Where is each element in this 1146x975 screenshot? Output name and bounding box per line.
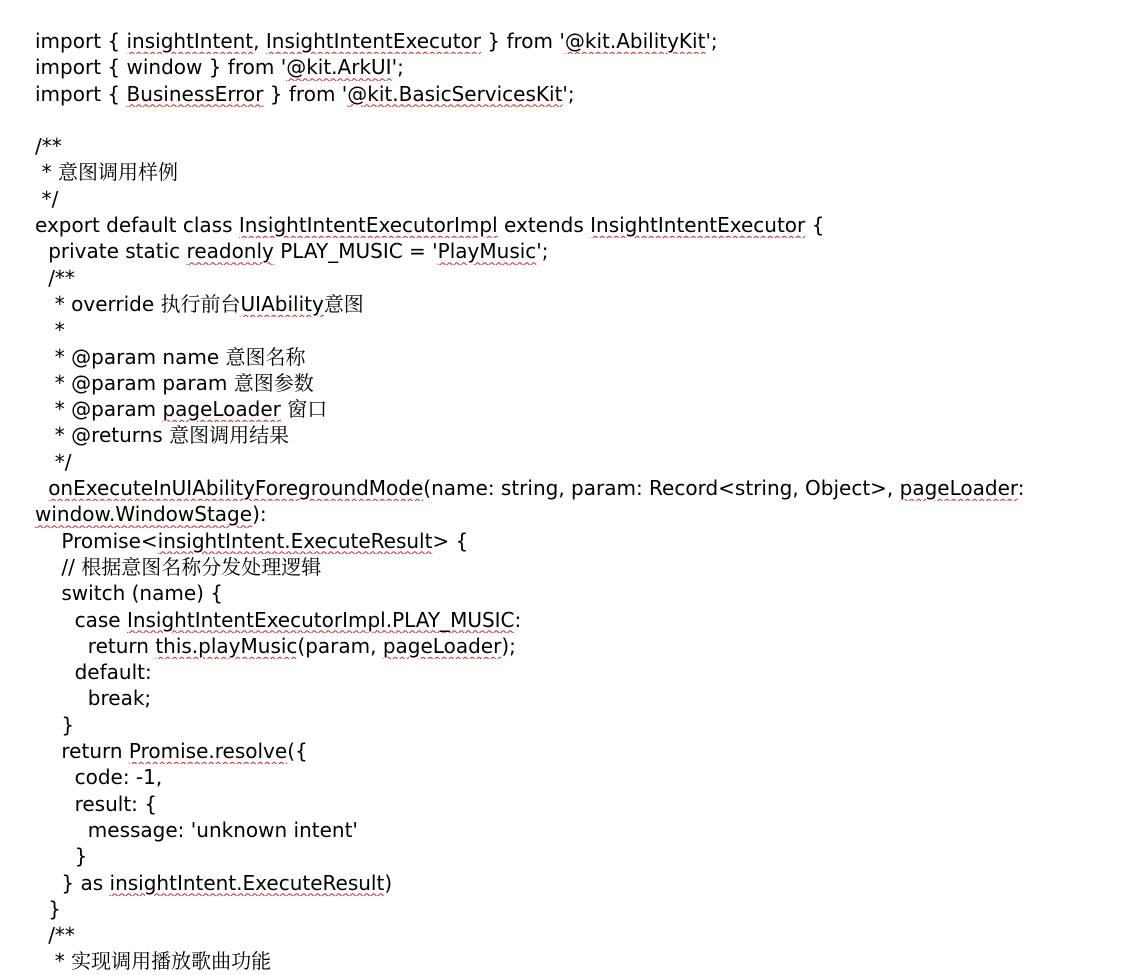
spellcheck-flagged-token: InsightIntentExecutorImpl.PLAY_MUSIC	[126, 607, 515, 632]
spellcheck-flagged-token: InsightIntentExecutor	[590, 213, 806, 238]
code-token: /**	[48, 923, 75, 948]
code-line	[0, 633, 1146, 659]
code-token: )	[384, 870, 393, 895]
code-token: } as	[61, 870, 110, 895]
code-line	[0, 133, 1146, 159]
code-line	[0, 28, 1146, 54]
code-token: 窗口	[280, 397, 328, 422]
code-token: PLAY_MUSIC = '	[273, 239, 438, 264]
code-token: case	[74, 607, 127, 632]
code-line	[0, 344, 1146, 370]
spellcheck-flagged-token: onExecuteInUIAbilityForegroundMode	[48, 476, 424, 501]
code-line	[0, 501, 1146, 527]
code-line	[0, 685, 1146, 711]
code-token: return	[61, 739, 129, 764]
spellcheck-flagged-token: BusinessError	[126, 81, 264, 106]
spellcheck-flagged-token: InsightIntentExecutor	[265, 29, 482, 53]
spellcheck-flagged-token: Promise.resolve	[128, 739, 288, 764]
code-token: * @param name 意图名称	[54, 344, 306, 369]
code-token: 意图	[323, 291, 364, 316]
code-line	[0, 159, 1146, 185]
code-line	[0, 422, 1146, 448]
code-token: * 实现调用播放歌曲功能	[54, 949, 272, 974]
spellcheck-flagged-token: @kit.AbilityKit	[564, 29, 706, 53]
code-line	[0, 554, 1146, 580]
code-token: > {	[432, 528, 469, 553]
code-token: } from '	[481, 29, 565, 53]
code-line	[0, 81, 1146, 107]
code-line	[0, 712, 1146, 738]
code-token: * @param	[54, 397, 163, 422]
code-line	[0, 580, 1146, 606]
code-token: * @param param 意图参数	[54, 370, 314, 395]
code-document	[0, 28, 1146, 975]
code-token: }	[74, 844, 88, 869]
code-token: :	[1017, 476, 1025, 501]
code-token: (param,	[297, 633, 383, 658]
code-token: :	[514, 607, 522, 632]
code-token: break;	[87, 686, 152, 711]
code-token: ';	[391, 55, 404, 80]
code-token: (name: string, param: Record<string, Object>,	[423, 476, 900, 501]
code-line	[0, 764, 1146, 790]
code-line	[0, 528, 1146, 554]
code-token: return	[87, 633, 156, 658]
spellcheck-flagged-token: pageLoader	[382, 633, 502, 658]
code-token: code: -1,	[74, 765, 163, 790]
code-line	[0, 896, 1146, 922]
code-token: /**	[35, 134, 62, 159]
code-token: private static	[48, 239, 187, 264]
spellcheck-flagged-token: insightIntent.ExecuteResult	[109, 870, 385, 895]
code-token: {	[805, 213, 825, 238]
spellcheck-flagged-token: PlayMusic	[437, 239, 537, 264]
code-token: * override 执行前台	[54, 291, 241, 316]
code-token: /**	[48, 265, 75, 290]
code-line	[0, 186, 1146, 212]
code-line	[0, 738, 1146, 764]
code-token: * 意图调用样例	[41, 160, 178, 185]
code-line	[0, 922, 1146, 948]
code-token: result: {	[74, 791, 157, 816]
code-line	[0, 948, 1146, 974]
code-token: Promise<	[61, 528, 158, 553]
spellcheck-flagged-token: pageLoader	[899, 476, 1018, 501]
code-line	[0, 607, 1146, 633]
code-token: }	[48, 896, 61, 921]
code-token: ({	[287, 739, 308, 764]
spellcheck-flagged-token: InsightIntentExecutorImpl	[238, 213, 498, 238]
code-token: extends	[497, 213, 591, 238]
code-line	[0, 843, 1146, 869]
spellcheck-flagged-token: this.playMusic	[155, 633, 298, 658]
code-token: export default class	[35, 213, 239, 238]
code-token: ):	[252, 502, 267, 527]
code-token: * @returns 意图调用结果	[54, 423, 290, 448]
spellcheck-flagged-token: insightIntent	[126, 29, 254, 53]
code-token: */	[54, 449, 72, 474]
code-line	[0, 370, 1146, 396]
code-line	[0, 870, 1146, 896]
spellcheck-flagged-token: readonly	[186, 239, 274, 264]
code-line	[0, 791, 1146, 817]
code-token: switch (name) {	[61, 581, 224, 606]
code-token: import {	[35, 29, 127, 53]
code-token: ,	[253, 29, 266, 53]
code-token: );	[501, 633, 516, 658]
code-line	[0, 396, 1146, 422]
code-token: ';	[536, 239, 549, 264]
code-token: ';	[705, 29, 718, 53]
spellcheck-flagged-token: pageLoader	[162, 397, 281, 422]
code-line	[0, 291, 1146, 317]
code-token: *	[54, 318, 65, 343]
code-token: */	[41, 186, 59, 211]
spellcheck-flagged-token: @kit.BasicServicesKit	[347, 81, 563, 106]
code-token: message: 'unknown intent'	[87, 817, 358, 842]
code-line	[0, 317, 1146, 343]
spellcheck-flagged-token: window.WindowStage	[35, 502, 253, 527]
code-token: import { window } from '	[35, 55, 287, 80]
code-token: import {	[35, 81, 127, 106]
spellcheck-flagged-token: insightIntent.ExecuteResult	[157, 528, 433, 553]
code-line	[0, 265, 1146, 291]
code-line	[0, 238, 1146, 264]
code-token: } from '	[263, 81, 348, 106]
code-line	[0, 449, 1146, 475]
code-line	[0, 659, 1146, 685]
spellcheck-flagged-token: @kit.ArkUI	[286, 55, 392, 80]
code-token: // 根据意图名称分发处理逻辑	[61, 554, 322, 579]
code-line	[0, 817, 1146, 843]
code-line	[0, 212, 1146, 238]
code-token: }	[61, 712, 75, 737]
code-line	[0, 475, 1146, 501]
code-token: default:	[74, 660, 152, 685]
code-line	[0, 107, 1146, 133]
code-token: ';	[562, 81, 575, 106]
spellcheck-flagged-token: UIAbility	[240, 291, 324, 316]
code-line	[0, 54, 1146, 80]
